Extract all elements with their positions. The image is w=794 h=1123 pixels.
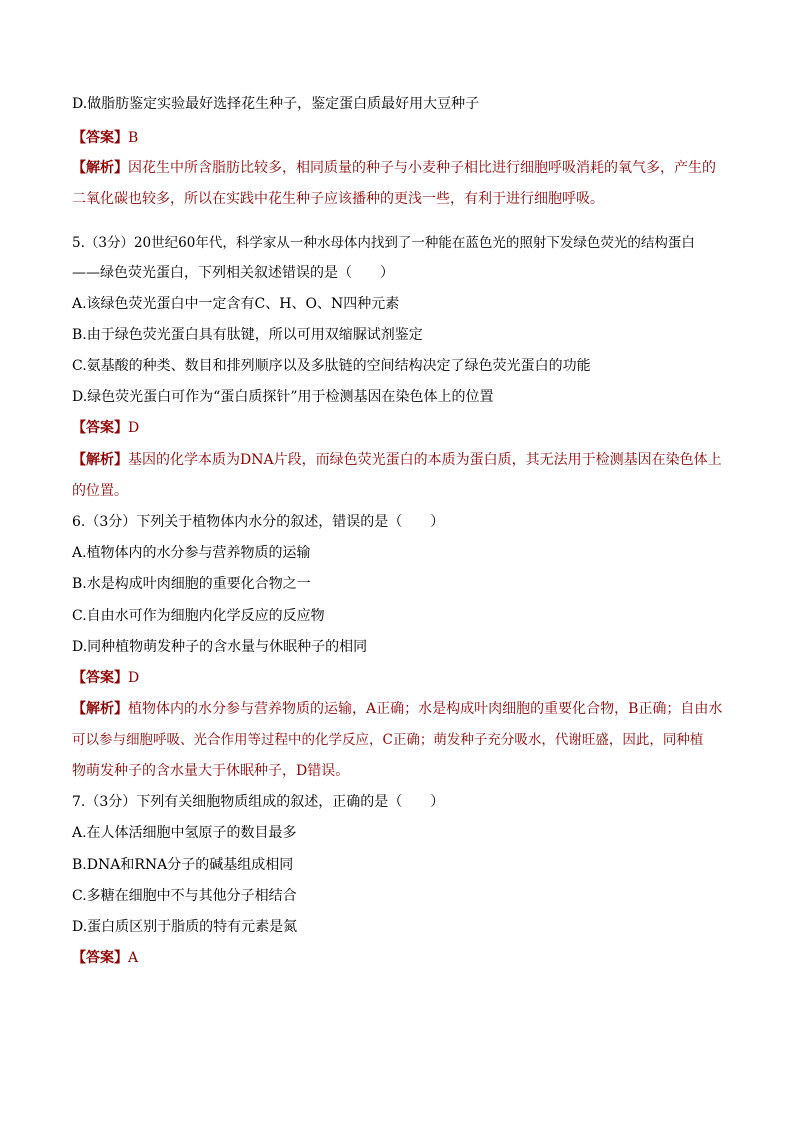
q7-stem: 7.（3分）下列有关细胞物质组成的叙述，正确的是（ ） [72, 794, 445, 810]
answer-tag: 【答案】 [72, 130, 128, 146]
answer-tag: 【答案】 [72, 670, 128, 686]
q5-analysis-line-1 [72, 450, 722, 470]
q7-option-d: D.蛋白质区别于脂质的特有元素是氮 [72, 919, 298, 935]
q5-option-a: A.该绿色荧光蛋白中一定含有C、H、O、N四种元素 [72, 296, 400, 312]
q5-option-b: B.由于绿色荧光蛋白具有肽键，所以可用双缩脲试剂鉴定 [72, 327, 423, 343]
q6-stem: 6.（3分）下列关于植物体内水分的叙述，错误的是（ ） [72, 514, 445, 530]
analysis-text: 植物体内的水分参与营养物质的运输，A正确；水是构成叶肉细胞的重要化合物，B正确；自由水 [128, 701, 723, 717]
answer-value: D [128, 670, 140, 686]
q6-analysis-line-2: 可以参与细胞呼吸、光合作用等过程中的化学反应，C正确；萌发种子充分吸水，代谢旺盛，因此，同种植 [72, 732, 704, 748]
analysis-text: 因花生中所含脂肪比较多，相同质量的种子与小麦种子相比进行细胞呼吸消耗的氧气多，产生的 [128, 160, 716, 176]
analysis-tag: 【解析】 [72, 452, 128, 468]
q5-stem-line-2: ——绿色荧光蛋白，下列相关叙述错误的是（ ） [72, 265, 394, 281]
q6-option-c: C.自由水可作为细胞内化学反应的反应物 [72, 608, 325, 624]
answer-tag: 【答案】 [72, 420, 128, 436]
q4-analysis-line-2: 二氧化碳也较多，所以在实践中花生种子应该播种的更浅一些，有利于进行细胞呼吸。 [72, 191, 604, 207]
q6-answer [72, 668, 139, 688]
answer-value: D [128, 420, 140, 436]
q6-analysis-line-3: 物萌发种子的含水量大于休眠种子，D错误。 [72, 763, 350, 779]
q6-option-a: A.植物体内的水分参与营养物质的运输 [72, 545, 311, 561]
q4-analysis-line-1 [72, 158, 716, 178]
answer-value: A [128, 950, 139, 966]
q4-option-d: D.做脂肪鉴定实验最好选择花生种子，鉴定蛋白质最好用大豆种子 [72, 96, 480, 112]
analysis-text: 基因的化学本质为DNA片段，而绿色荧光蛋白的本质为蛋白质，其无法用于检测基因在染色体上 [128, 452, 722, 468]
q7-answer [72, 948, 138, 968]
q5-stem-line-1: 5.（3分）20世纪60年代，科学家从一种水母体内找到了一种能在蓝色光的照射下发绿色荧光的结构蛋白 [72, 235, 695, 251]
answer-value: B [128, 130, 139, 146]
q5-option-c: C.氨基酸的种类、数目和排列顺序以及多肽链的空间结构决定了绿色荧光蛋白的功能 [72, 358, 591, 374]
q7-option-c: C.多糖在细胞中不与其他分子相结合 [72, 888, 297, 904]
q5-answer [72, 418, 139, 438]
q4-answer [72, 128, 138, 148]
q6-analysis-line-1 [72, 699, 722, 719]
q6-option-b: B.水是构成叶肉细胞的重要化合物之一 [72, 576, 311, 592]
q5-option-d: D.绿色荧光蛋白可作为“蛋白质探针”用于检测基因在染色体上的位置 [72, 389, 494, 405]
q6-option-d: D.同种植物萌发种子的含水量与休眠种子的相同 [72, 639, 368, 655]
q5-analysis-line-2: 的位置。 [72, 483, 128, 499]
analysis-tag: 【解析】 [72, 160, 128, 176]
q7-option-b: B.DNA和RNA分子的碱基组成相同 [72, 857, 294, 873]
analysis-tag: 【解析】 [72, 701, 128, 717]
q7-option-a: A.在人体活细胞中氢原子的数目最多 [72, 825, 297, 841]
answer-tag: 【答案】 [72, 950, 128, 966]
